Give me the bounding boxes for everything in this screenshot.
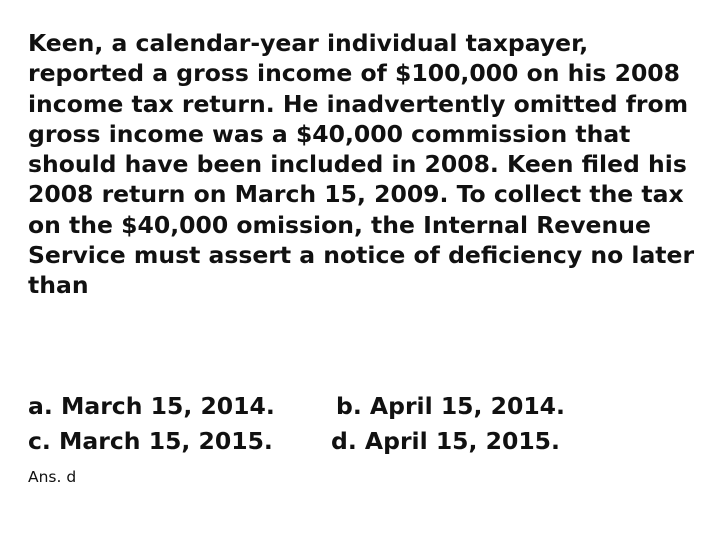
answer-options (28, 389, 698, 459)
question-line: reported a gross income of $100,000 on his 2008 (28, 59, 681, 88)
question-line: 2008 return on March 15, 2009. To collect the tax (28, 180, 684, 209)
options-row-2 (28, 424, 698, 459)
option-c: c. March 15, 2015. (28, 427, 273, 455)
question-line: on the $40,000 omission, the Internal Revenue (28, 210, 651, 239)
question-line: should have been included in 2008. Keen filed his (28, 150, 687, 179)
option-a: a. March 15, 2014. (28, 392, 275, 420)
question-line: income tax return. He inadvertently omitted from (28, 89, 689, 118)
question-line: gross income was a $40,000 commission that (28, 119, 631, 148)
options-row-1 (28, 389, 698, 424)
answer-key: Ans. d (28, 468, 77, 486)
question-text (28, 28, 698, 301)
question-line: Service must assert a notice of deficiency no later (28, 241, 695, 270)
question-line: Keen, a calendar-year individual taxpayer, (28, 29, 589, 57)
option-d: d. April 15, 2015. (331, 427, 560, 455)
option-b: b. April 15, 2014. (336, 392, 565, 420)
question-line: than (28, 271, 89, 300)
